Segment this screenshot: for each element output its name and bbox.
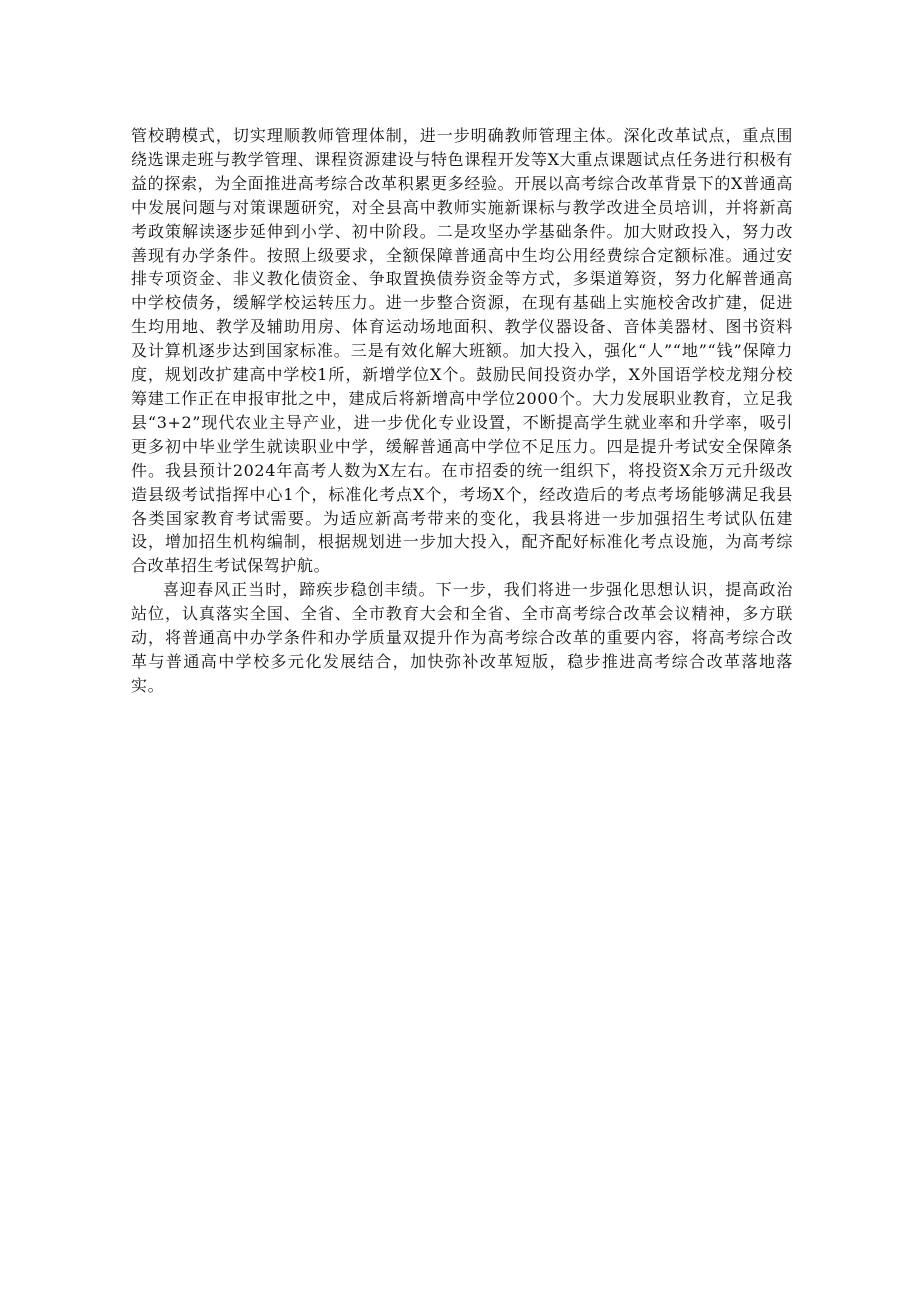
document-body xyxy=(131,124,793,698)
body-paragraph-conclusion: 喜迎春风正当时，蹄疾步稳创丰绩。下一步，我们将进一步强化思想认识，提高政治站位，认真落实全国、全省、全市教育大会和全省、全市高考综合改革会议精神，多方联动，将普通高中办学条件和办学质量双提升作为高考综合改革的重要内容，将高考综合改革与普通高中学校多元化发展结合，加快弥补改革短版，稳步推进高考综合改革落地落实。 xyxy=(131,580,793,695)
body-paragraph-continued: 管校聘模式，切实理顺教师管理体制，进一步明确教师管理主体。深化改革试点，重点围绕选课走班与教学管理、课程资源建设与特色课程开发等X大重点课题试点任务进行积极有益的探索，为全面推进高考综合改革积累更多经验。开展以高考综合改革背景下的X普通高中发展问题与对策课题研究，对全县高中教师实施新课标与教学改进全员培训，并将新高考政策解读逐步延伸到小学、初中阶段。二是攻坚办学基础条件。加大财政投入，努力改善现有办学条件。按照上级要求，全额保障普通高中生均公用经费综合定额标准。通过安排专项资金、非义教化债资金、争取置换债券资金等方式，多渠道筹资，努力化解普通高中学校债务，缓解学校运转压力。进一步整合资源，在现有基础上实施校舍改扩建，促进生均用地、教学及辅助用房、体育运动场地面积、教学仪器设备、音体美器材、图书资料及计算机逐步达到国家标准。三是有效化解大班额。加大投入，强化“人”“地”“钱”保障力度，规划改扩建高中学校1所，新增学位X个。鼓励民间投资办学，X外国语学校龙翔分校筹建工作正在申报审批之中，建成后将新增高中学位2000个。大力发展职业教育，立足我县“3+2”现代农业主导产业，进一步优化专业设置，不断提高学生就业率和升学率，吸引更多初中毕业学生就读职业中学，缓解普通高中学位不足压力。四是提升考试安全保障条件。我县预计2024年高考人数为X左右。在市招委的统一组织下，将投资X余万元升级改造县级考试指挥中心1个，标准化考点X个，考场X个，经改造后的考点考场能够满足我县各类国家教育考试需要。为适应新高考带来的变化，我县将进一步加强招生考试队伍建设，增加招生机构编制，根据规划进一步加大投入，配齐配好标准化考点设施，为高考综合改革招生考试保驾护航。 xyxy=(131,126,793,576)
